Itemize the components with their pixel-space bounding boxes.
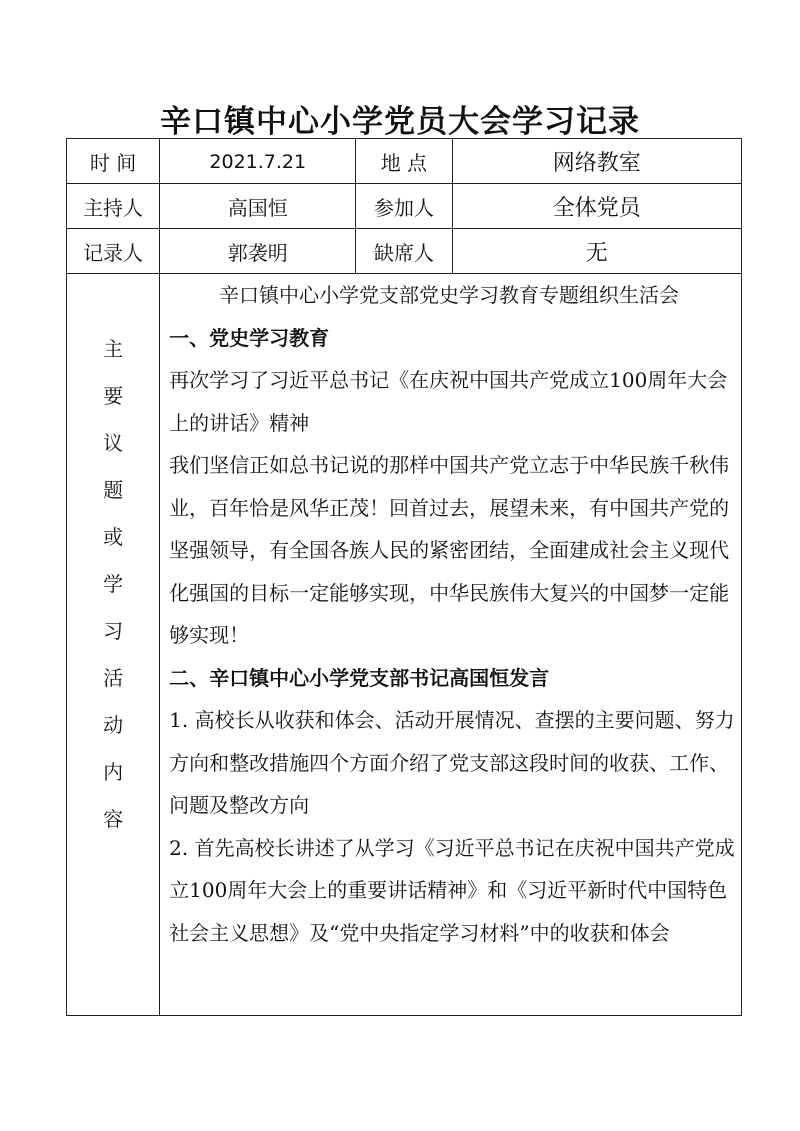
section2-item: 2. 首先高校长讲述了从学习《习近平总书记在庆祝中国共产党成立100周年大会上的重要讲话精神》和《习近平新时代中国特色社会主义思想》及“党中央指定学习材料”中的收获和体会 xyxy=(169,835,735,945)
recorder-value-cell xyxy=(160,229,356,274)
label-char: 要 xyxy=(103,384,124,408)
time-value: 2021.7.21 xyxy=(209,151,307,173)
label-char: 题 xyxy=(103,478,124,502)
place-label: 地 点 xyxy=(380,150,428,175)
section1-paragraph: 我们坚信正如总书记说的那样中国共产党立志于中华民族千秋伟业，百年恰是风华正茂！回首过去，展望未来，有中国共产党的坚强领导，有全国各族人民的紧密团结，全面建成社会主义现代化强国的目标一定能够实现，中华民族伟大复兴的中国梦一定能够实现！ xyxy=(169,453,730,647)
section1-heading: 一、党史学习教育 xyxy=(169,325,330,350)
attendees-label-cell xyxy=(356,184,452,229)
content-cell xyxy=(160,274,742,1016)
label-char: 主 xyxy=(103,337,124,361)
attendees-value-cell xyxy=(452,184,741,229)
label-char: 内 xyxy=(103,760,124,784)
host-label-cell xyxy=(67,184,160,229)
label-char: 活 xyxy=(103,666,124,690)
place-label-cell xyxy=(356,139,452,184)
absent-value-cell xyxy=(452,229,741,274)
host-label: 主持人 xyxy=(83,195,144,220)
content-label-cell xyxy=(67,274,160,1016)
record-table xyxy=(66,138,742,1016)
host-value: 高国恒 xyxy=(227,195,288,220)
label-char: 议 xyxy=(103,431,124,455)
content-vertical-label xyxy=(67,326,159,843)
attendees-label: 参加人 xyxy=(373,195,434,220)
label-char: 动 xyxy=(103,713,124,737)
host-value-cell xyxy=(160,184,356,229)
content-subtitle: 辛口镇中心小学党支部党史学习教育专题组织生活会 xyxy=(219,283,680,307)
table-row xyxy=(67,184,742,229)
time-value-cell xyxy=(160,139,356,184)
document-title: 辛口镇中心小学党员大会学习记录 xyxy=(160,104,640,140)
label-char: 或 xyxy=(103,525,124,549)
section1-paragraph: 再次学习了习近平总书记《在庆祝中国共产党成立100周年大会上的讲话》精神 xyxy=(169,368,728,435)
content-body xyxy=(160,274,741,954)
label-char: 学 xyxy=(103,572,124,596)
table-row xyxy=(67,229,742,274)
recorder-label: 记录人 xyxy=(83,240,144,265)
absent-value: 无 xyxy=(585,240,608,266)
attendees-value: 全体党员 xyxy=(552,195,641,221)
table-row xyxy=(67,139,742,184)
place-value-cell xyxy=(452,139,741,184)
recorder-label-cell xyxy=(67,229,160,274)
recorder-value: 郭袭明 xyxy=(227,240,288,265)
section2-item: 1. 高校长从收获和体会、活动开展情况、查摆的主要问题、努力方向和整改措施四个方面介绍了党支部这段时间的收获、工作、问题及整改方向 xyxy=(169,708,735,817)
absent-label: 缺席人 xyxy=(373,240,434,265)
time-label: 时 间 xyxy=(89,150,137,175)
label-char: 习 xyxy=(103,619,124,643)
section2-heading: 二、辛口镇中心小学党支部书记高国恒发言 xyxy=(169,665,550,690)
time-label-cell xyxy=(67,139,160,184)
label-char: 容 xyxy=(103,807,124,831)
absent-label-cell xyxy=(356,229,452,274)
table-row xyxy=(67,274,742,1016)
place-value: 网络教室 xyxy=(552,150,641,176)
